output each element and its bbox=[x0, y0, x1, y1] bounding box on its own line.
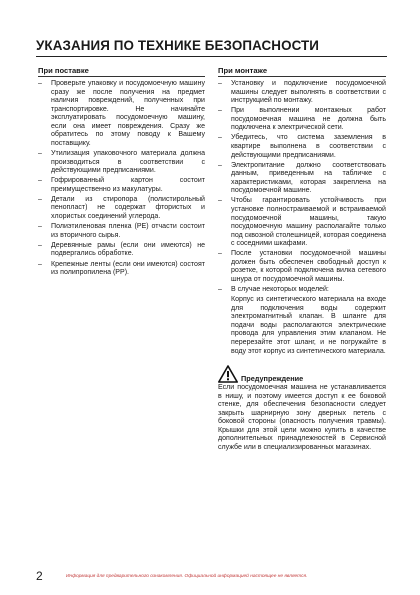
bullet-dash: – bbox=[218, 286, 222, 294]
delivery-list bbox=[38, 80, 205, 278]
bullet-dash: – bbox=[38, 195, 42, 203]
bullet-dash: – bbox=[218, 250, 222, 258]
bullet-dash: – bbox=[38, 223, 42, 231]
title-divider bbox=[36, 56, 387, 57]
bullet-dash: – bbox=[218, 134, 222, 142]
bullet-dash: – bbox=[218, 80, 222, 87]
list-item: – Убедитесь, что система заземления в квартире выполнена в соответствии с действующими предписаниями. bbox=[218, 134, 386, 159]
bullet-dash: – bbox=[218, 197, 222, 205]
list-item: – Деревянные рамы (если они имеются) не подвергались обработке. bbox=[38, 241, 205, 258]
warning-triangle-icon bbox=[218, 365, 238, 383]
bullet-dash: – bbox=[218, 107, 222, 115]
section-heading-installation: При монтаже bbox=[218, 66, 386, 77]
installation-list bbox=[218, 80, 386, 295]
warning-label: Предупреждение bbox=[241, 374, 304, 384]
list-item: – Крепежные ленты (если они имеются) состоят из полипропилена (PP). bbox=[38, 260, 205, 277]
list-item: – Чтобы гарантировать устойчивость при установке полностраиваемой и встраиваемой посудомоечной машины, такую посудомоечную машину располагайте только под сквозной столешницей, которая соединена с соседними шкафами. bbox=[218, 197, 386, 248]
bullet-dash: – bbox=[38, 241, 42, 249]
right-column bbox=[218, 66, 386, 452]
section-heading-delivery: При поставке bbox=[38, 66, 205, 77]
bullet-dash: – bbox=[38, 80, 42, 87]
list-item: – Проверьте упаковку и посудомоечную машину сразу же после получения на предмет наличия повреждений, полученных при транспортировке. Не начинайте эксплуатировать посудомоечную машину, если она имеет повреждения. Сразу же обратитесь по этому поводу к Вашему поставщику. bbox=[38, 80, 205, 147]
list-item: – При выполнении монтажных работ посудомоечная машина не должна быть подключена к электрической сети. bbox=[218, 107, 386, 132]
list-item: – В случае некоторых моделей: bbox=[218, 286, 329, 294]
bullet-dash: – bbox=[38, 260, 42, 268]
page-number: 2 bbox=[36, 569, 43, 583]
list-item: – Гофрированный картон состоит преимущественно из макулатуры. bbox=[38, 177, 205, 193]
models-note: Корпус из синтетического материала на входе для подключения воды содержит электромагнитный клапан. В шланге для подачи воды располагаются электрические провода для управления этим клапаном. Не перерезайте этот шланг, и не погружайте в воду этот корпус из синтетического материала. bbox=[231, 296, 386, 355]
list-item: – Электропитание должно соответствовать данным, приведенным на табличке с характеристиками, которая закреплена на посудомоечной машине. bbox=[218, 161, 386, 195]
bullet-dash: – bbox=[38, 177, 42, 185]
left-column bbox=[38, 66, 205, 279]
page-title: УКАЗАНИЯ ПО ТЕХНИКЕ БЕЗОПАСНОСТИ bbox=[36, 38, 320, 53]
list-item: – Установку и подключение посудомоечной машины следует выполнять в соответствии с инструкцией по монтажу. bbox=[218, 80, 386, 105]
list-item: – Полиэтиленовая пленка (PE) отчасти состоит из вторичного сырья. bbox=[38, 223, 205, 239]
preview-disclaimer: Информация для предварительного ознакомления. Официальной информацией настоящее не является. bbox=[66, 574, 308, 579]
warning-text: Если посудомоечная машина не устанавливается в нишу, и поэтому имеется доступ к ее боковой стенке, для обеспечения безопасности следует закрыть шарнирную зону дверных петель с боковой стороны (опасность получения травмы). Крышки для этой цели можно купить в качестве дополнительных принадлежностей в Сервисной службе или в специализированных магазинах. bbox=[218, 384, 386, 451]
warning-heading bbox=[218, 365, 386, 384]
list-item: – Утилизация упаковочного материала должна производиться в соответствии с действующими предписаниями. bbox=[38, 149, 205, 175]
bullet-dash: – bbox=[218, 161, 222, 169]
list-item: – После установки посудомоечной машины должен быть обеспечен свободный доступ к розетке, к которой подключена вилка сетевого шнура от посудомоечной машины. bbox=[218, 250, 386, 283]
list-item: – Детали из стиропора (полистирольный пенопласт) не содержат фтористых и хлористых соединений углерода. bbox=[38, 195, 205, 220]
bullet-dash: – bbox=[38, 149, 42, 157]
